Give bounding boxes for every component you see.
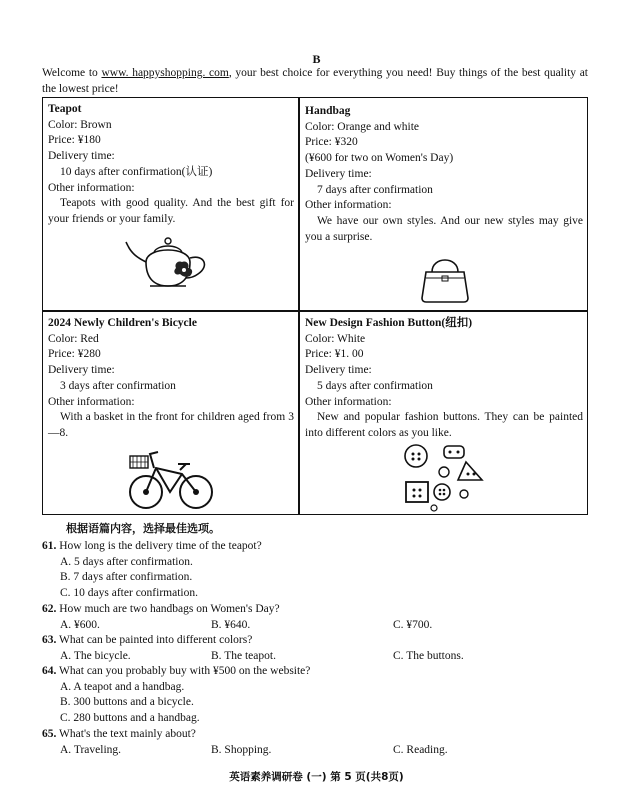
- question-text: What can you probably buy with ¥500 on the website?: [59, 665, 311, 677]
- other-info-text: With a basket in the front for children aged from 3—8.: [48, 411, 294, 439]
- option-61-c[interactable]: C. 10 days after confirmation.: [60, 587, 198, 599]
- product-cell-bicycle: [48, 316, 294, 442]
- product-price: Price: ¥280: [48, 348, 101, 361]
- product-title: Handbag: [305, 105, 351, 117]
- option-63-b[interactable]: B. The teapot.: [211, 650, 276, 662]
- product-color: Color: Orange and white: [305, 120, 420, 133]
- option-65-c[interactable]: C. Reading.: [393, 744, 448, 756]
- question-65: [42, 727, 196, 743]
- option-62-a[interactable]: A. ¥600.: [60, 619, 100, 631]
- other-info-label: Other information:: [48, 395, 135, 408]
- question-62: [42, 602, 280, 618]
- product-color: Color: White: [305, 332, 366, 345]
- product-color: Color: Brown: [48, 118, 112, 131]
- table-divider-vertical: [298, 97, 300, 515]
- table-divider-horizontal: [42, 310, 588, 312]
- question-text: How long is the delivery time of the teapot?: [59, 540, 262, 552]
- question-text: What can be painted into different colors?: [59, 634, 253, 646]
- intro-text-before: Welcome to: [42, 67, 102, 79]
- product-cell-buttons: [305, 316, 583, 442]
- question-text: What's the text mainly about?: [59, 728, 196, 740]
- handbag-icon: [418, 250, 472, 304]
- instructions: 根据语篇内容，选择最佳选项。: [66, 522, 220, 535]
- option-63-c[interactable]: C. The buttons.: [393, 650, 464, 662]
- option-65-a[interactable]: A. Traveling.: [60, 744, 122, 756]
- option-63-a[interactable]: A. The bicycle.: [60, 650, 131, 662]
- other-info-text: We have our own styles. And our new styles may give you a surprise.: [305, 214, 583, 243]
- product-color: Color: Red: [48, 332, 99, 345]
- delivery-value: 3 days after confirmation: [60, 379, 176, 392]
- teapot-icon: [124, 232, 216, 290]
- delivery-value: 7 days after confirmation: [317, 183, 433, 196]
- delivery-label: Delivery time:: [48, 150, 115, 163]
- other-info-label: Other information:: [305, 199, 392, 212]
- other-info-text: New and popular fashion buttons. They can be painted into different colors as you like.: [305, 411, 583, 439]
- option-62-c[interactable]: C. ¥700.: [393, 619, 433, 631]
- other-info-label: Other information:: [305, 395, 392, 408]
- question-number: 64.: [42, 665, 57, 677]
- product-cell-teapot: [48, 102, 294, 228]
- question-number: 61.: [42, 540, 57, 552]
- product-title: 2024 Newly Children's Bicycle: [48, 317, 197, 329]
- section-label: B: [312, 52, 321, 66]
- delivery-value: 5 days after confirmation: [317, 379, 433, 392]
- option-64-a[interactable]: A. A teapot and a handbag.: [60, 681, 185, 693]
- other-info-text: Teapots with good quality. And the best gift for your friends or your family.: [48, 197, 294, 225]
- question-63: [42, 633, 252, 649]
- product-price-note: (¥600 for two on Women's Day): [305, 152, 454, 165]
- delivery-label: Delivery time:: [305, 167, 372, 180]
- product-price: Price: ¥180: [48, 134, 101, 147]
- product-title: Teapot: [48, 103, 82, 115]
- option-61-b[interactable]: B. 7 days after confirmation.: [60, 571, 193, 583]
- intro-text-after: , your best choice for everything you need! Buy things of the best quality at the lowest price!: [42, 67, 588, 95]
- delivery-label: Delivery time:: [305, 364, 372, 377]
- page-footer: 英语素养调研卷 (一) 第 5 页(共8页): [229, 771, 404, 783]
- option-61-a[interactable]: A. 5 days after confirmation.: [60, 556, 193, 568]
- website-link[interactable]: www. happyshopping. com: [101, 67, 229, 79]
- product-price: Price: ¥1. 00: [305, 348, 364, 361]
- delivery-label: Delivery time:: [48, 364, 115, 377]
- option-62-b[interactable]: B. ¥640.: [211, 619, 251, 631]
- bicycle-icon: [124, 446, 218, 512]
- product-title: New Design Fashion Button(纽扣): [305, 317, 473, 329]
- product-price: Price: ¥320: [305, 136, 358, 149]
- question-64: [42, 664, 310, 680]
- product-cell-handbag: [305, 104, 583, 245]
- other-info-label: Other information:: [48, 181, 135, 194]
- question-number: 65.: [42, 728, 57, 740]
- question-number: 63.: [42, 634, 57, 646]
- option-65-b[interactable]: B. Shopping.: [211, 744, 272, 756]
- option-64-b[interactable]: B. 300 buttons and a bicycle.: [60, 696, 194, 708]
- question-number: 62.: [42, 603, 57, 615]
- question-text: How much are two handbags on Women's Day?: [59, 603, 280, 615]
- option-64-c[interactable]: C. 280 buttons and a handbag.: [60, 712, 200, 724]
- buttons-icon: [400, 440, 492, 512]
- question-61: [42, 539, 262, 555]
- delivery-value: 10 days after confirmation(认证): [60, 165, 213, 178]
- intro-paragraph: [42, 66, 588, 97]
